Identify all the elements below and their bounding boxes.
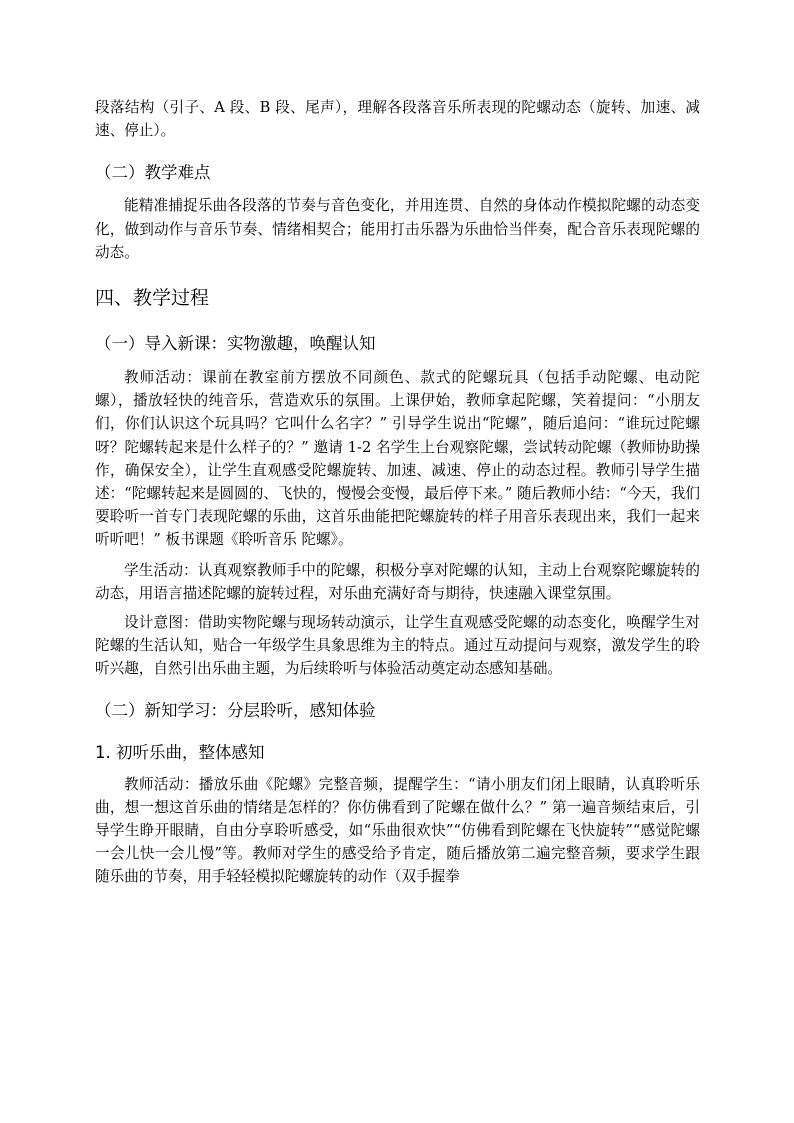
paragraph-key-points-continued: 段落结构（引子、A 段、B 段、尾声），理解各段落音乐所表现的陀螺动态（旋转、加速、减速、停止）。 (95, 99, 700, 140)
document-body (95, 96, 700, 889)
heading-teaching-process: 四、教学过程 (95, 287, 210, 310)
heading-new-knowledge: （二）新知学习：分层聆听，感知体验 (95, 700, 376, 720)
heading-teaching-difficulties: （二）教学难点 (95, 163, 211, 183)
paragraph-student-activity-intro: 学生活动：认真观察教师手中的陀螺，积极分享对陀螺的认知，主动上台观察陀螺旋转的动态，用语言描述陀螺的旋转过程，对乐曲充满好奇与期待，快速融入课堂氛围。 (95, 561, 700, 602)
heading-first-listening: 1. 初听乐曲，整体感知 (95, 742, 265, 762)
heading-introduction: （一）导入新课：实物激趣，唤醒认知 (95, 334, 376, 354)
paragraph-teaching-difficulties: 能精准捕捉乐曲各段落的节奏与音色变化，并用连贯、自然的身体动作模拟陀螺的动态变化，做到动作与音乐节奏、情绪相契合；能用打击乐器为乐曲恰当伴奏，配合音乐表现陀螺的动态。 (95, 197, 700, 261)
paragraph-design-intent-intro: 设计意图：借助实物陀螺与现场转动演示，让学生直观感受陀螺的动态变化，唤醒学生对陀螺的生活认知，贴合一年级学生具象思维为主的特点。通过互动提问与观察，激发学生的聆听兴趣，自然引出乐曲主题，为后续聆听与体验活动奠定动态感知基础。 (95, 614, 700, 678)
paragraph-teacher-activity-intro: 教师活动：课前在教室前方摆放不同颜色、款式的陀螺玩具（包括手动陀螺、电动陀螺），播放轻快的纯音乐，营造欢乐的氛围。上课伊始，教师拿起陀螺，笑着提问：“小朋友们，你们认识这个玩具吗？它叫什么名字？” 引导学生说出“陀螺”，随后追问：“谁玩过陀螺呀？陀螺转起来是什么样子的？” 邀请 1-2 名学生上台观察陀螺，尝试转动陀螺（教师协助操作，确保安全），让学生直观感受陀螺旋转、加速、减速、停止的动态过程。教师引导学生描述：“陀螺转起来是圆圆的、飞快的，慢慢会变慢，最后停下来。” 随后教师小结：“今天，我们要聆听一首专门表现陀螺的乐曲，这首乐曲能把陀螺旋转的样子用音乐表现出来，我们一起来听听吧！” 板书课题《聆听音乐 陀螺》。 (95, 369, 700, 549)
paragraph-teacher-activity-listening: 教师活动：播放乐曲《陀螺》完整音频，提醒学生：“请小朋友们闭上眼睛，认真聆听乐曲，想一想这首乐曲的情绪是怎样的？你仿佛看到了陀螺在做什么？” 第一遍音频结束后，引导学生睁开眼睛，自由分享聆听感受，如“乐曲很欢快”“仿佛看到陀螺在飞快旋转”“感觉陀螺一会儿快一会儿慢”等。教师对学生的感受给予肯定，随后播放第二遍完整音频，要求学生跟随乐曲的节奏，用手轻轻模拟陀螺旋转的动作（双手握拳 (95, 775, 700, 886)
